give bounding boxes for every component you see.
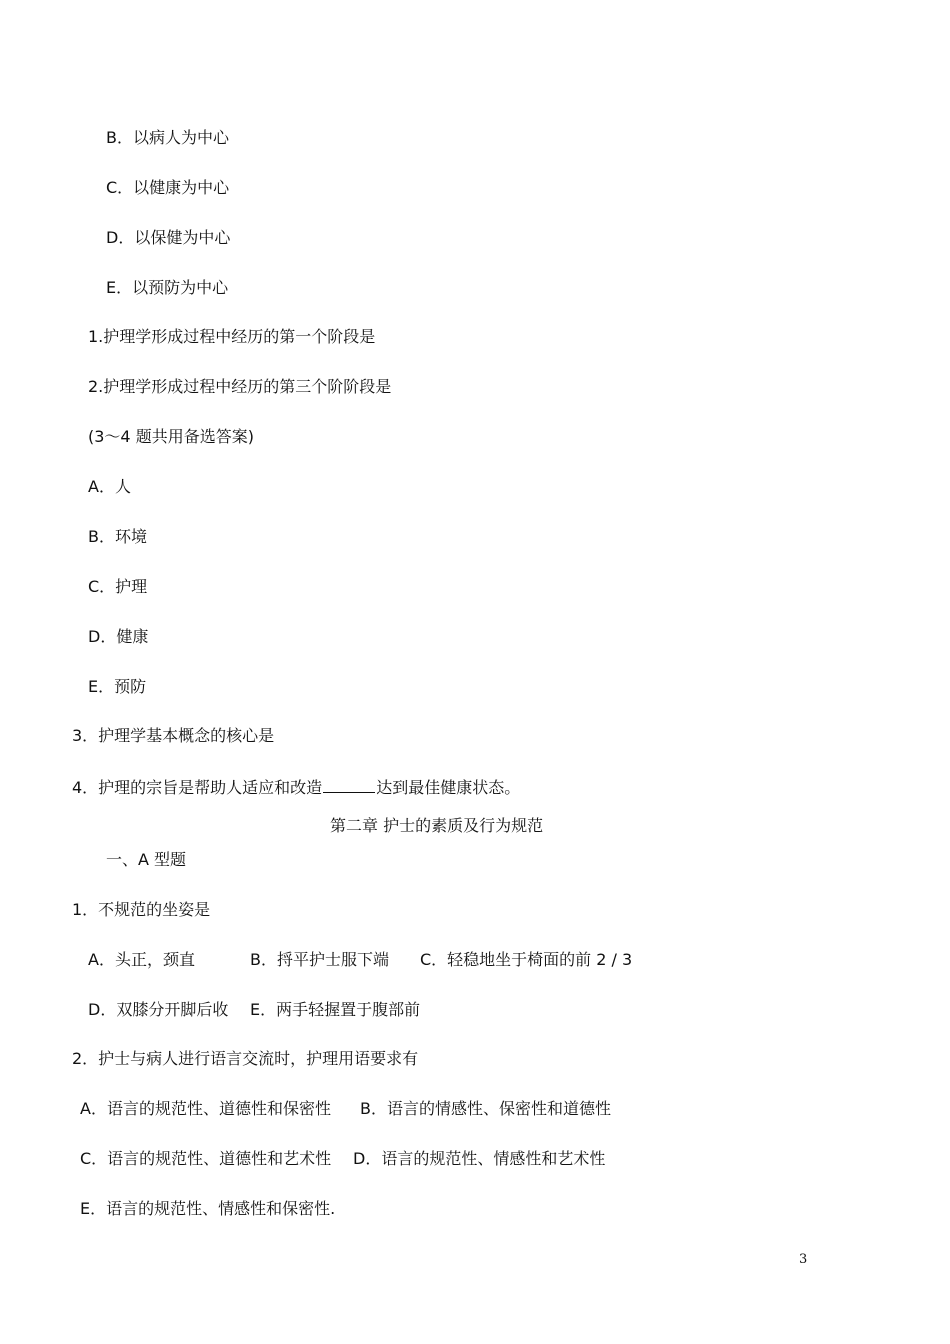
- question-one: 1．不规范的坐姿是: [72, 900, 211, 919]
- question-two-option-a: A．语言的规范性、道德性和保密性: [80, 1099, 331, 1118]
- question-two-option-e: E．语言的规范性、情感性和保密性.: [80, 1199, 336, 1218]
- option-c-health-center: C．以健康为中心: [106, 178, 230, 197]
- option-d-care-center: D．以保健为中心: [106, 228, 231, 247]
- question-stage-three: 2.护理学形成过程中经历的第三个阶阶段是: [88, 377, 392, 396]
- question-four-before-blank: 4．护理的宗旨是帮助人适应和改造: [72, 778, 323, 797]
- question-stage-one: 1.护理学形成过程中经历的第一个阶段是: [88, 327, 376, 346]
- question-two-option-c: C．语言的规范性、道德性和艺术性: [80, 1149, 332, 1168]
- page-number: 3: [799, 1252, 808, 1267]
- answer-blank: [323, 776, 375, 793]
- section-title: 一、A 型题: [106, 850, 187, 869]
- question-one-option-b: B．捋平护士服下端: [250, 950, 389, 969]
- question-two-option-b: B．语言的情感性、保密性和道德性: [360, 1099, 611, 1118]
- question-one-option-d: D．双膝分开脚后收: [88, 1000, 229, 1019]
- question-one-option-c: C．轻稳地坐于椅面的前 2 / 3: [420, 950, 633, 969]
- shared-option-c: C．护理: [88, 577, 148, 596]
- chapter-title: 第二章 护士的素质及行为规范: [330, 816, 544, 835]
- question-one-option-a: A．头正，颈直: [88, 950, 195, 969]
- question-one-option-e: E．两手轻握置于腹部前: [250, 1000, 421, 1019]
- shared-option-d: D．健康: [88, 627, 149, 646]
- shared-option-b: B．环境: [88, 527, 147, 546]
- shared-option-e: E．预防: [88, 677, 147, 696]
- question-two-option-d: D．语言的规范性、情感性和艺术性: [353, 1149, 606, 1168]
- option-e-prevention-center: E．以预防为中心: [106, 278, 229, 297]
- question-four-after-blank: 达到最佳健康状态。: [376, 778, 521, 797]
- option-b-patient-center: B．以病人为中心: [106, 128, 229, 147]
- question-four: [72, 776, 520, 798]
- shared-option-a: A．人: [88, 477, 131, 496]
- question-three: 3．护理学基本概念的核心是: [72, 726, 275, 745]
- question-two: 2．护士与病人进行语言交流时，护理用语要求有: [72, 1049, 419, 1068]
- shared-answer-note: (3～4 题共用备选答案): [88, 427, 254, 446]
